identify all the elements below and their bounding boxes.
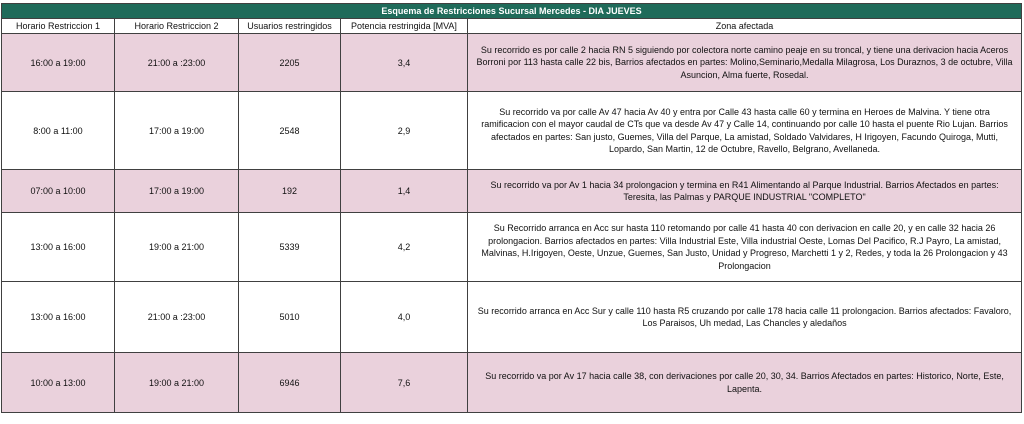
table-title: Esquema de Restricciones Sucursal Mercedes - DIA JUEVES — [2, 4, 1022, 19]
cell-zona: Su recorrido arranca en Acc Sur y calle 110 hasta R5 cruzando por calle 178 hacia calle 11 prolongacion. Barrios afectados: Favaloro, Los Paraisos, Uh medad, Las Chancles y aledaños — [468, 282, 1022, 353]
cell-usuarios: 5010 — [239, 282, 341, 353]
cell-usuarios: 2548 — [239, 92, 341, 170]
cell-potencia: 2,9 — [341, 92, 468, 170]
cell-usuarios: 5339 — [239, 213, 341, 282]
cell-horario-2: 19:00 a 21:00 — [115, 353, 239, 413]
cell-horario-1: 13:00 a 16:00 — [2, 282, 115, 353]
cell-horario-1: 16:00 a 19:00 — [2, 34, 115, 92]
table-row — [2, 92, 1022, 170]
cell-potencia: 1,4 — [341, 170, 468, 213]
table-row — [2, 353, 1022, 413]
cell-usuarios: 192 — [239, 170, 341, 213]
cell-horario-1: 8:00 a 11:00 — [2, 92, 115, 170]
table-row — [2, 213, 1022, 282]
table-row — [2, 282, 1022, 353]
restrictions-table — [1, 3, 1022, 413]
table-row — [2, 34, 1022, 92]
cell-potencia: 4,2 — [341, 213, 468, 282]
cell-potencia: 7,6 — [341, 353, 468, 413]
table-row — [2, 170, 1022, 213]
cell-horario-2: 21:00 a :23:00 — [115, 282, 239, 353]
cell-horario-2: 21:00 a :23:00 — [115, 34, 239, 92]
cell-potencia: 3,4 — [341, 34, 468, 92]
cell-zona: Su recorrido va por calle Av 47 hacia Av 40 y entra por Calle 43 hasta calle 60 y termina en Heroes de Malvina. Y tiene otra ramificacion con el mayor caudal de CTs que va desde Av 47 y Calle 14, continuando por calle 10 hasta el puente Rio Lujan. Barrios afectados en partes: San justo, Guemes, Villa del Parque, La amistad, Soldado Valvidares, H Irigoyen, Facundo Quiroga, Mutti, Lopardo, San Martin, 12 de Octubre, Ravello, Belgrano, Avellaneda. — [468, 92, 1022, 170]
cell-usuarios: 6946 — [239, 353, 341, 413]
cell-horario-1: 07:00 a 10:00 — [2, 170, 115, 213]
cell-usuarios: 2205 — [239, 34, 341, 92]
header-row — [2, 19, 1022, 34]
cell-potencia: 4,0 — [341, 282, 468, 353]
header-horario-2: Horario Restriccion 2 — [115, 19, 239, 34]
cell-horario-2: 17:00 a 19:00 — [115, 92, 239, 170]
header-zona: Zona afectada — [468, 19, 1022, 34]
cell-horario-2: 17:00 a 19:00 — [115, 170, 239, 213]
header-usuarios: Usuarios restringidos — [239, 19, 341, 34]
cell-horario-2: 19:00 a 21:00 — [115, 213, 239, 282]
cell-zona: Su recorrido va por Av 1 hacia 34 prolongacion y termina en R41 Alimentando al Parque Industrial. Barrios Afectados en partes: Teresita, las Palmas y PARQUE INDUSTRIAL "COMPLETO" — [468, 170, 1022, 213]
cell-horario-1: 10:00 a 13:00 — [2, 353, 115, 413]
header-horario-1: Horario Restriccion 1 — [2, 19, 115, 34]
cell-horario-1: 13:00 a 16:00 — [2, 213, 115, 282]
cell-zona: Su recorrido es por calle 2 hacia RN 5 siguiendo por colectora norte camino peaje en su troncal, y tiene una derivacion hacia Aceros Borroni por 113 hasta calle 22 bis, Barrios afectados en partes: Molino,Seminario,Medalla Milagrosa, Los Duraznos, 3 de octubre, Villa Asuncion, Alma fuerte, Rosedal. — [468, 34, 1022, 92]
header-potencia: Potencia restringida [MVA] — [341, 19, 468, 34]
cell-zona: Su Recorrido arranca en Acc sur hasta 110 retomando por calle 41 hasta 40 con derivacion en calle 20, y en calle 32 hacia 26 prolongacion. Barrios afectados en partes: Villa Industrial Este, Villa industrial Oeste, Lomas Del Pacifico, R.J Payro, La amistad, Malvinas, H.Irigoyen, Oeste, Unzue, Guemes, San Justo, Unidad y Progreso, Marchetti 1 y 2, Redes, y toda la 26 Prolongacion y 43 Prolongacion — [468, 213, 1022, 282]
title-row — [2, 4, 1022, 19]
cell-zona: Su recorrido va por Av 17 hacia calle 38, con derivaciones por calle 20, 30, 34. Barrios Afectados en partes: Historico, Norte, Este, Lapenta. — [468, 353, 1022, 413]
